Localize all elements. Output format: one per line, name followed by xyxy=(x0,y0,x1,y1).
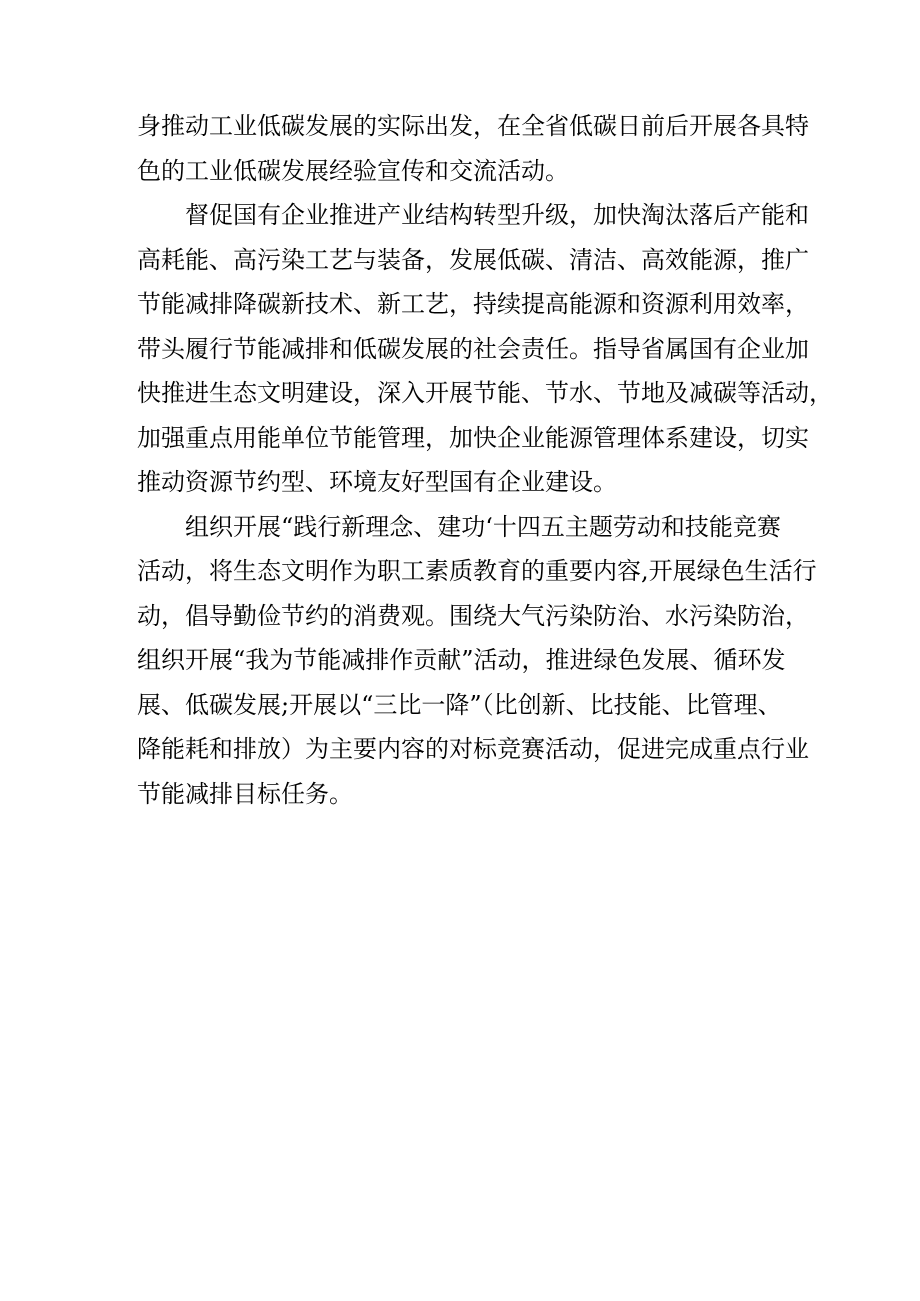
text-line: 节能减排目标任务。 xyxy=(137,779,353,808)
text-line: 督促国有企业推进产业结构转型升级，加快淘汰落后产能和 xyxy=(185,201,809,229)
text-line: 高耗能、高污染工艺与装备，发展低碳、清洁、高效能源，推广 xyxy=(137,245,809,274)
text-line: 组织开展“我为节能减排作贡献”活动，推进绿色发展、循环发 xyxy=(137,646,786,674)
text-line: 活动，将生态文明作为职工素质教育的重要内容,开展绿色生活行 xyxy=(137,557,817,585)
text-line: 动，倡导勤俭节约的消费观。围绕大气污染防治、水污染防治， xyxy=(137,601,809,630)
text-line: 带头履行节能减排和低碳发展的社会责任。指导省属国有企业加 xyxy=(137,334,809,363)
text-line: 降能耗和排放）为主要内容的对标竞赛活动，促进完成重点行业 xyxy=(137,735,809,763)
paragraph-3 xyxy=(137,505,817,817)
text-line: 展、低碳发展;开展以“三比一降”（比创新、比技能、比管理、 xyxy=(137,690,782,719)
paragraph-1 xyxy=(137,104,809,193)
text-line: 身推动工业低碳发展的实际出发，在全省低碳日前后开展各具特 xyxy=(137,112,809,140)
text-line: 节能减排降碳新技术、新工艺，持续提高能源和资源利用效率， xyxy=(137,290,809,318)
text-line: 组织开展“践行新理念、建功‘十四五主题劳动和技能竞赛 xyxy=(185,512,781,541)
paragraph-2 xyxy=(137,193,833,505)
text-line: 推动资源节约型、环境友好型国有企业建设。 xyxy=(137,468,617,496)
text-line: 色的工业低碳发展经验宣传和交流活动。 xyxy=(137,156,569,185)
document-body xyxy=(137,104,833,816)
text-line: 加强重点用能单位节能管理，加快企业能源管理体系建设，切实 xyxy=(137,423,809,452)
text-line: 快推进生态文明建设，深入开展节能、节水、节地及减碳等活动， xyxy=(137,379,833,407)
